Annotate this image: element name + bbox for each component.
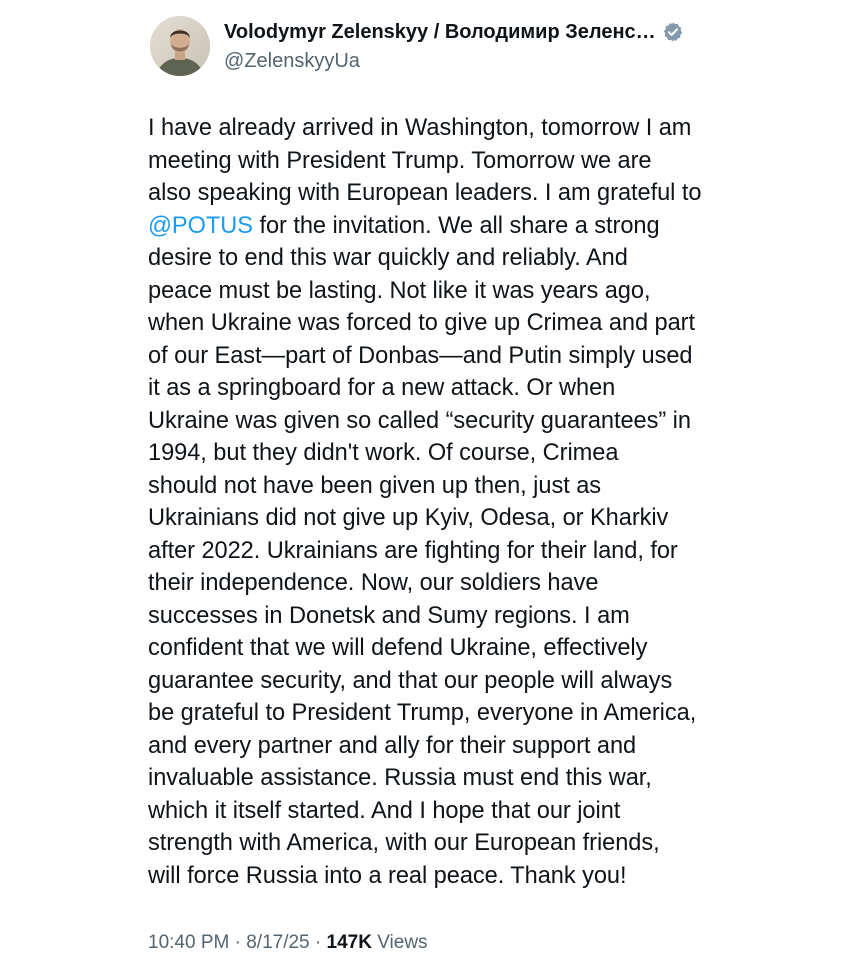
views-label: Views xyxy=(371,932,428,953)
tweet-date[interactable]: 8/17/25 xyxy=(246,932,310,953)
tweet-time[interactable]: 10:40 PM xyxy=(148,932,230,953)
tweet-meta xyxy=(148,932,428,954)
avatar-photo xyxy=(150,16,210,76)
tweet-text-part-1: I have already arrived in Washington, tomorrow I am meeting with President Trump. Tomorrow we are also speaking with European leaders. I am grateful to xyxy=(148,115,702,206)
avatar[interactable] xyxy=(150,16,210,76)
author-display-name[interactable]: Volodymyr Zelenskyy / Володимир Зеленс… xyxy=(224,20,656,43)
meta-separator: · xyxy=(229,932,247,953)
author-handle[interactable]: @ZelenskyyUa xyxy=(224,50,360,72)
meta-separator: · xyxy=(309,932,327,953)
tweet-text-part-2: for the invitation. We all share a strong desire to end this war quickly and reliably. And peace must be lasting. Not like it was years ago, when Ukraine was forced to give up Crimea and part of our East—part of Donbas—and Putin simply used it as a springboard for a new attack. Or when Ukraine was given so called “security guarantees” in 1994, but they didn't work. Of course, Crimea should not have been given up then, just as Ukrainians did not give up Kyiv, Odesa, or Kharkiv after 2022. Ukrainians are fighting for their land, for their independence. Now, our soldiers have successes in Donetsk and Sumy regions. I am confident that we will defend Ukraine, effectively guarantee security, and that our people will always be grateful to President Trump, everyone in America, and every partner and ally for their support and invaluable assistance. Russia must end this war, which it itself started. And I hope that our joint strength with America, with our European friends, will force Russia into a real peace. Thank you! xyxy=(148,212,697,889)
author-names xyxy=(224,18,684,74)
verified-badge-icon[interactable] xyxy=(662,21,684,43)
views-count[interactable]: 147K xyxy=(326,932,372,953)
mention-link[interactable]: @POTUS xyxy=(148,212,253,239)
tweet-header xyxy=(150,16,684,76)
name-row xyxy=(224,18,684,46)
tweet-text xyxy=(148,112,728,892)
